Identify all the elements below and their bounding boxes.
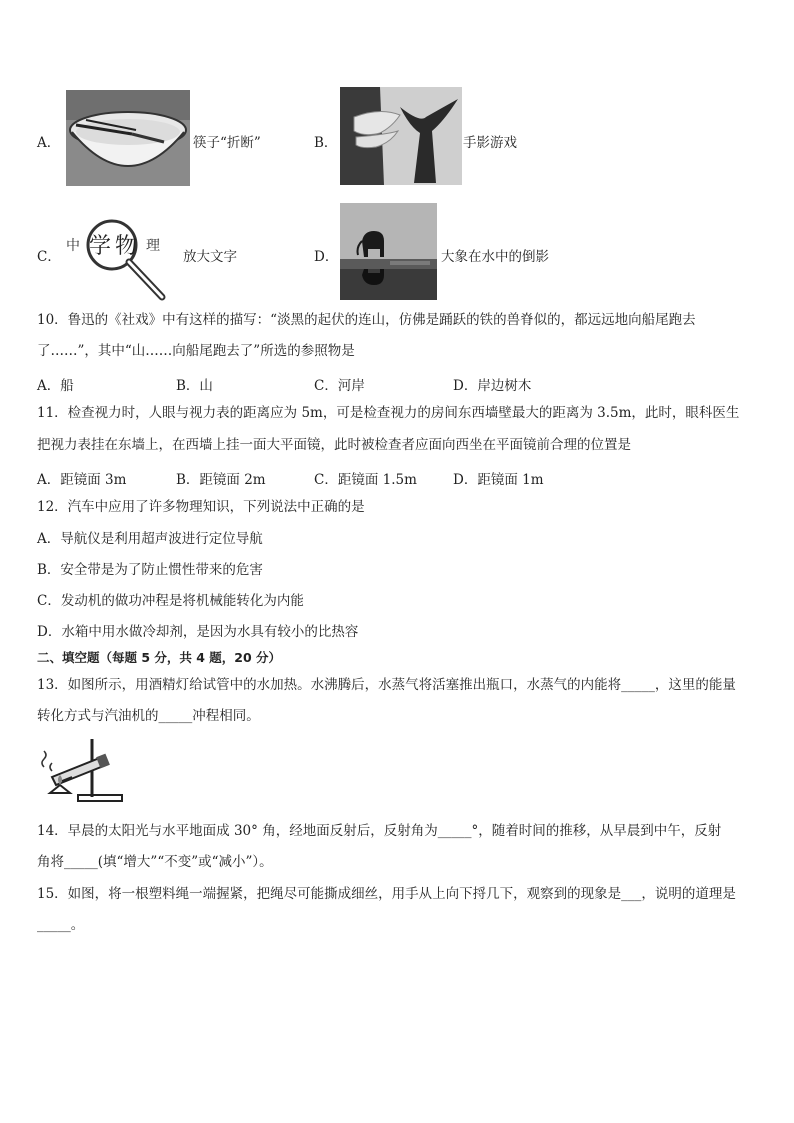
question-10-line-1: 10．鲁迅的《社戏》中有这样的描写：“淡黑的起伏的连山，仿佛是踊跃的铁的兽脊似的，都远远地向船尾跑去	[37, 312, 696, 328]
question-12-option-c: C．发动机的做功冲程是将机械能转化为内能	[37, 593, 304, 609]
question-11-option-b: B．距镜面 2m	[176, 472, 266, 488]
svg-text:物: 物	[115, 234, 138, 259]
question-10-line-2: 了……”，其中“山……向船尾跑去了”所选的参照物是	[37, 343, 355, 359]
question-12-option-d: D．水箱中用水做冷却剂，是因为水具有较小的比热容	[37, 624, 359, 640]
question-11-option-d: D．距镜面 1m	[453, 472, 544, 488]
option-c-caption: 放大文字	[183, 249, 237, 265]
svg-text:理: 理	[146, 238, 160, 254]
option-d-letter: D．	[314, 249, 339, 265]
question-14-line-1: 14．早晨的太阳光与水平地面成 30° 角，经地面反射后，反射角为_____°，随着时间的推移，从早晨到中午，反射	[37, 823, 722, 839]
question-10-option-b: B．山	[176, 378, 213, 394]
question-15-line-2: _____。	[37, 917, 85, 933]
question-10-option-d: D．岸边树木	[453, 378, 532, 394]
question-13-line-1: 13．如图所示，用酒精灯给试管中的水加热。水沸腾后，水蒸气将活塞推出瓶口，水蒸气的内能将_____，这里的能量	[37, 677, 736, 693]
question-12-option-a: A．导航仪是利用超声波进行定位导航	[37, 531, 263, 547]
option-a-caption: 筷子“折断”	[193, 135, 261, 151]
question-10-option-a: A．船	[37, 378, 74, 394]
question-13-line-2: 转化方式与汽油机的_____冲程相同。	[37, 708, 260, 724]
elephant-reflection-image	[340, 203, 437, 300]
question-10-option-c: C．河岸	[314, 378, 365, 394]
test-tube-heating-diagram	[38, 737, 124, 803]
svg-text:学: 学	[89, 234, 112, 259]
svg-text:中: 中	[66, 238, 80, 254]
option-a-letter: A．	[37, 135, 61, 151]
question-11-line-1: 11．检查视力时，人眼与视力表的距离应为 5m，可是检查视力的房间东西墙壁最大的距离为 3.5m，此时，眼科医生	[37, 405, 740, 421]
option-b-letter: B．	[314, 135, 338, 151]
question-14-line-2: 角将_____(填“增大”“不变”或“减小”）。	[37, 854, 273, 870]
option-c-letter: C．	[37, 249, 61, 265]
magnifier-image	[64, 205, 170, 301]
question-11-option-a: A．距镜面 3m	[37, 472, 127, 488]
question-15-line-1: 15．如图，将一根塑料绳一端握紧，把绳尽可能撕成细丝，用手从上向下捋几下，观察到的现象是___，说明的道理是	[37, 886, 736, 902]
question-12-option-b: B．安全带是为了防止惯性带来的危害	[37, 562, 263, 578]
option-b-caption: 手影游戏	[463, 135, 517, 151]
option-d-caption: 大象在水中的倒影	[441, 249, 549, 265]
hand-shadow-image	[340, 87, 462, 185]
chopsticks-in-bowl-image	[66, 90, 190, 186]
question-12-stem: 12．汽车中应用了许多物理知识，下列说法中正确的是	[37, 499, 365, 515]
question-11-line-2: 把视力表挂在东墙上，在西墙上挂一面大平面镜，此时被检查者应面向西坐在平面镜前合理的位置是	[37, 437, 631, 453]
section-2-heading: 二、填空题（每题 5 分，共 4 题，20 分）	[37, 650, 282, 665]
question-11-option-c: C．距镜面 1.5m	[314, 472, 417, 488]
